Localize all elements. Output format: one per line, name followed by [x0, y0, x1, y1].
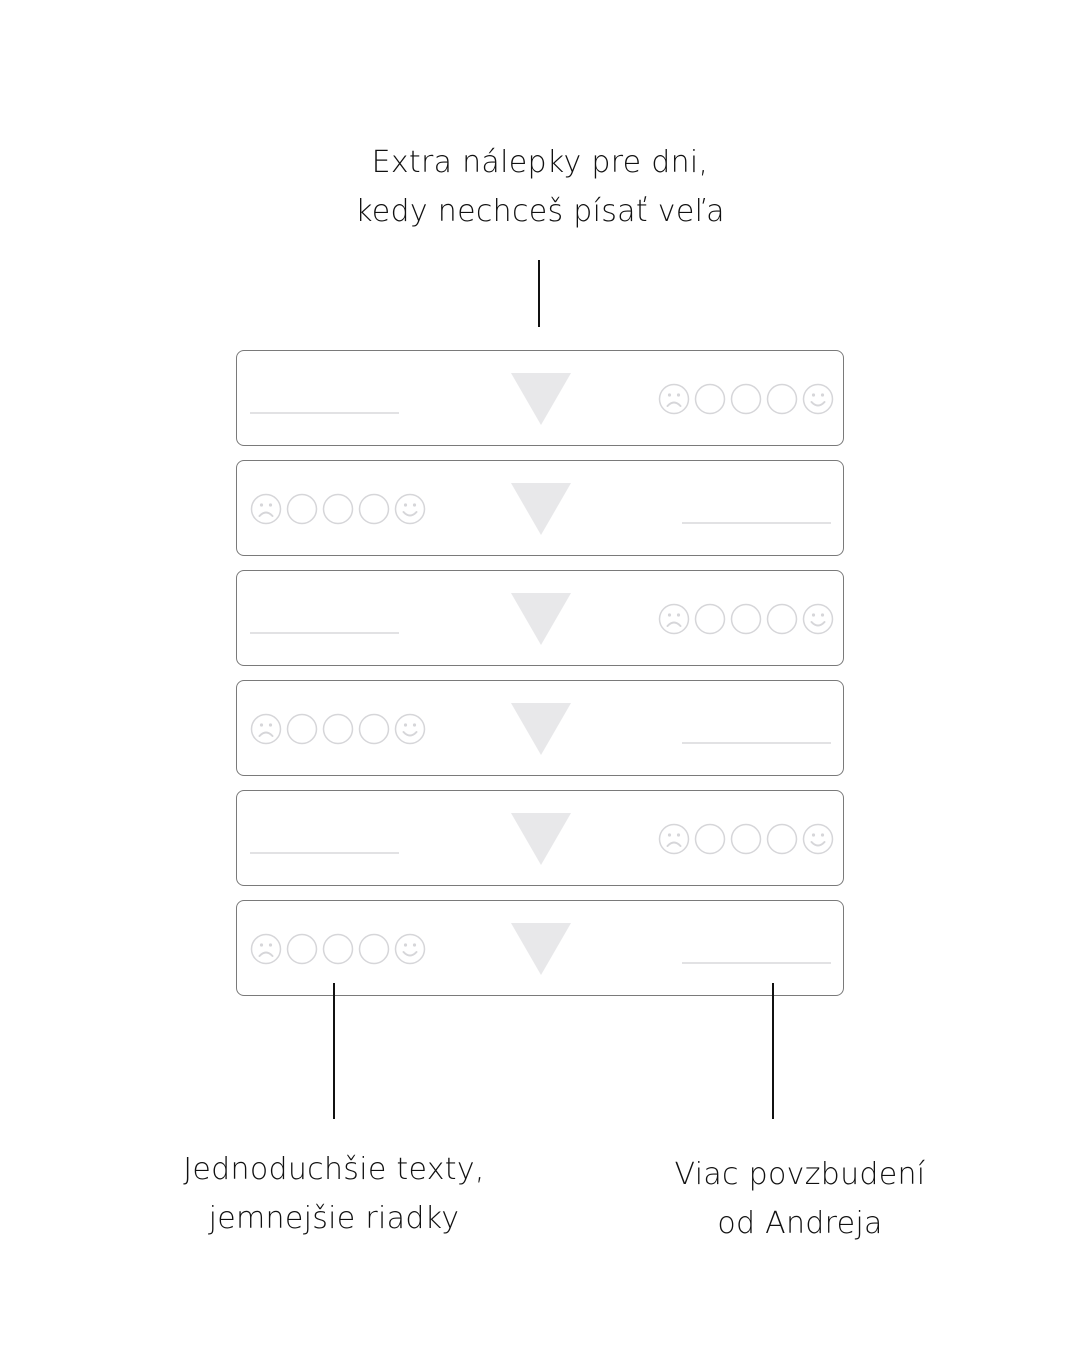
sad-face-icon — [250, 933, 282, 965]
mood-rating[interactable] — [658, 603, 834, 635]
circle-icon — [286, 713, 318, 745]
circle-icon — [730, 383, 762, 415]
circle-icon — [358, 713, 390, 745]
circle-icon — [358, 493, 390, 525]
circle-icon — [766, 823, 798, 855]
sticker-row — [236, 350, 844, 446]
triangle-sticker-icon — [511, 923, 571, 975]
circle-icon — [766, 603, 798, 635]
circle-icon — [358, 933, 390, 965]
connector-bottom-left — [333, 983, 335, 1119]
caption-line: jemnejšie riadky — [208, 1201, 460, 1236]
circle-icon — [286, 933, 318, 965]
happy-face-icon — [802, 383, 834, 415]
caption-line: Extra nálepky pre dni, — [371, 145, 709, 180]
writing-line[interactable] — [250, 412, 399, 414]
connector-top — [538, 260, 540, 327]
happy-face-icon — [802, 823, 834, 855]
writing-line[interactable] — [250, 632, 399, 634]
circle-icon — [730, 603, 762, 635]
sticker-row — [236, 570, 844, 666]
writing-line[interactable] — [682, 962, 831, 964]
happy-face-icon — [394, 493, 426, 525]
triangle-sticker-icon — [511, 373, 571, 425]
writing-line[interactable] — [682, 522, 831, 524]
triangle-sticker-icon — [511, 813, 571, 865]
circle-icon — [286, 493, 318, 525]
circle-icon — [766, 383, 798, 415]
circle-icon — [730, 823, 762, 855]
sticker-row — [236, 900, 844, 996]
circle-icon — [694, 603, 726, 635]
writing-line[interactable] — [682, 742, 831, 744]
happy-face-icon — [394, 713, 426, 745]
happy-face-icon — [802, 603, 834, 635]
mood-rating[interactable] — [658, 823, 834, 855]
mood-rating[interactable] — [250, 933, 426, 965]
connector-bottom-right — [772, 983, 774, 1119]
sad-face-icon — [250, 493, 282, 525]
mood-rating[interactable] — [250, 493, 426, 525]
caption-extra-stickers — [290, 138, 790, 236]
sad-face-icon — [658, 383, 690, 415]
triangle-sticker-icon — [511, 703, 571, 755]
sad-face-icon — [658, 603, 690, 635]
mood-rating[interactable] — [658, 383, 834, 415]
circle-icon — [694, 383, 726, 415]
sticker-row — [236, 790, 844, 886]
triangle-sticker-icon — [511, 593, 571, 645]
caption-more-encouragement — [600, 1150, 1000, 1248]
triangle-sticker-icon — [511, 483, 571, 535]
caption-line: Jednoduchšie texty, — [183, 1152, 485, 1187]
sad-face-icon — [250, 713, 282, 745]
circle-icon — [694, 823, 726, 855]
caption-line: Viac povzbudení — [674, 1157, 926, 1192]
circle-icon — [322, 713, 354, 745]
circle-icon — [322, 493, 354, 525]
caption-line: kedy nechceš písať veľa — [355, 194, 725, 229]
sad-face-icon — [658, 823, 690, 855]
mood-rating[interactable] — [250, 713, 426, 745]
sticker-row — [236, 460, 844, 556]
writing-line[interactable] — [250, 852, 399, 854]
caption-simpler-texts — [134, 1145, 534, 1243]
sticker-row — [236, 680, 844, 776]
circle-icon — [322, 933, 354, 965]
caption-line: od Andreja — [717, 1206, 883, 1241]
happy-face-icon — [394, 933, 426, 965]
